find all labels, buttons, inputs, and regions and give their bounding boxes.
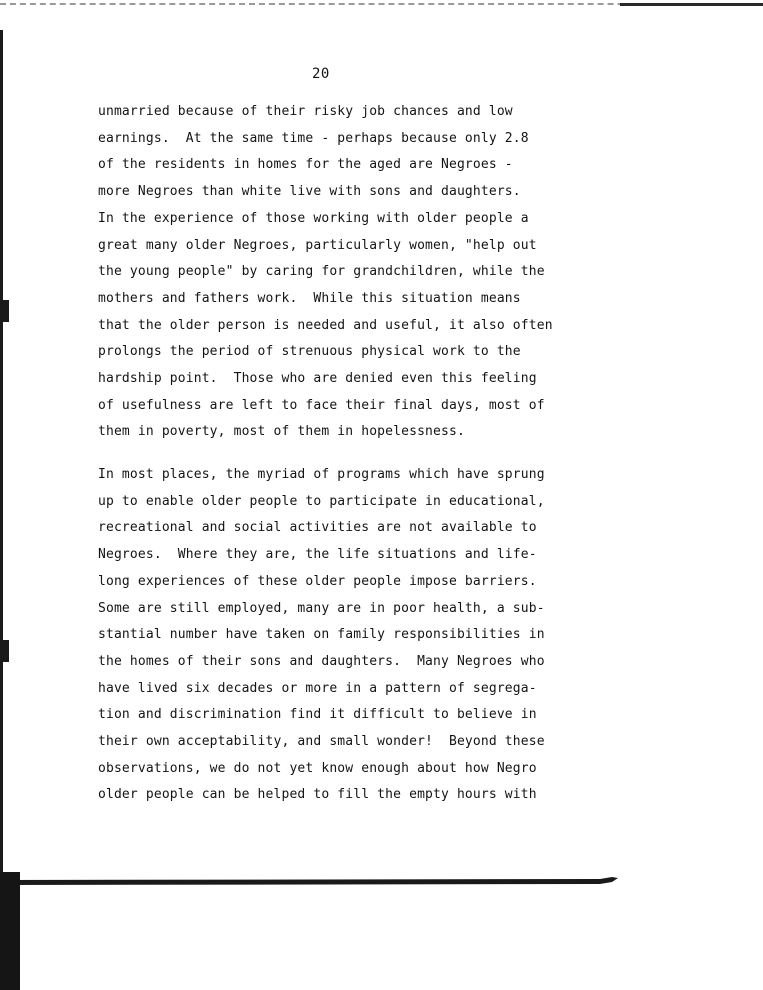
- text-line: tion and discrimination find it difficult to believe in: [98, 707, 537, 723]
- text-line: of the residents in homes for the aged are Negroes -: [98, 157, 513, 173]
- text-line: great many older Negroes, particularly women, "help out: [98, 237, 537, 253]
- text-line: In most places, the myriad of programs which have sprung: [98, 467, 545, 482]
- text-line: long experiences of these older people impose barriers.: [98, 573, 537, 589]
- text-line: earnings. At the same time - perhaps because only 2.8: [98, 130, 529, 146]
- text-line: observations, we do not yet know enough about how Negro: [98, 760, 537, 776]
- text-line: the homes of their sons and daughters. Many Negroes who: [98, 653, 545, 669]
- text-line: recreational and social activities are not available to: [98, 520, 537, 536]
- paragraph-2: [98, 462, 568, 809]
- text-line: have lived six decades or more in a pattern of segrega-: [98, 680, 537, 696]
- text-line: Negroes. Where they are, the life situations and life-: [98, 547, 537, 563]
- text-line: more Negroes than white live with sons and daughters.: [98, 184, 521, 200]
- text-line: prolongs the period of strenuous physical work to the: [98, 344, 521, 360]
- text-line: up to enable older people to participate in educational,: [98, 493, 545, 509]
- text-line: their own acceptability, and small wonder! Beyond these: [98, 734, 545, 750]
- scan-bottom-left-mark: [0, 872, 20, 990]
- text-line: hardship point. Those who are denied even this feeling: [98, 371, 537, 387]
- bottom-rule: [0, 876, 618, 888]
- text-line: older people can be helped to fill the empty hours with: [98, 787, 537, 803]
- scan-left-mark: [0, 640, 9, 662]
- text-line: mothers and fathers work. While this situation means: [98, 290, 521, 306]
- page-number: 20: [312, 66, 330, 82]
- text-line: In the experience of those working with older people a: [98, 210, 529, 226]
- text-line: that the older person is needed and useful, it also often: [98, 317, 553, 333]
- text-line: Some are still employed, many are in poor health, a sub-: [98, 600, 545, 616]
- scan-left-border: [0, 30, 3, 990]
- text-line: them in poverty, most of them in hopelessness.: [98, 424, 465, 440]
- bottom-rule-stroke: [0, 877, 618, 885]
- scan-top-right-mark: [620, 3, 763, 6]
- paragraph-1: [98, 99, 568, 446]
- scan-left-mark: [0, 300, 9, 322]
- text-line: the young people" by caring for grandchildren, while the: [98, 264, 545, 280]
- text-line: of usefulness are left to face their final days, most of: [98, 397, 545, 413]
- text-line: stantial number have taken on family responsibilities in: [98, 627, 545, 643]
- text-line: unmarried because of their risky job chances and low: [98, 104, 513, 119]
